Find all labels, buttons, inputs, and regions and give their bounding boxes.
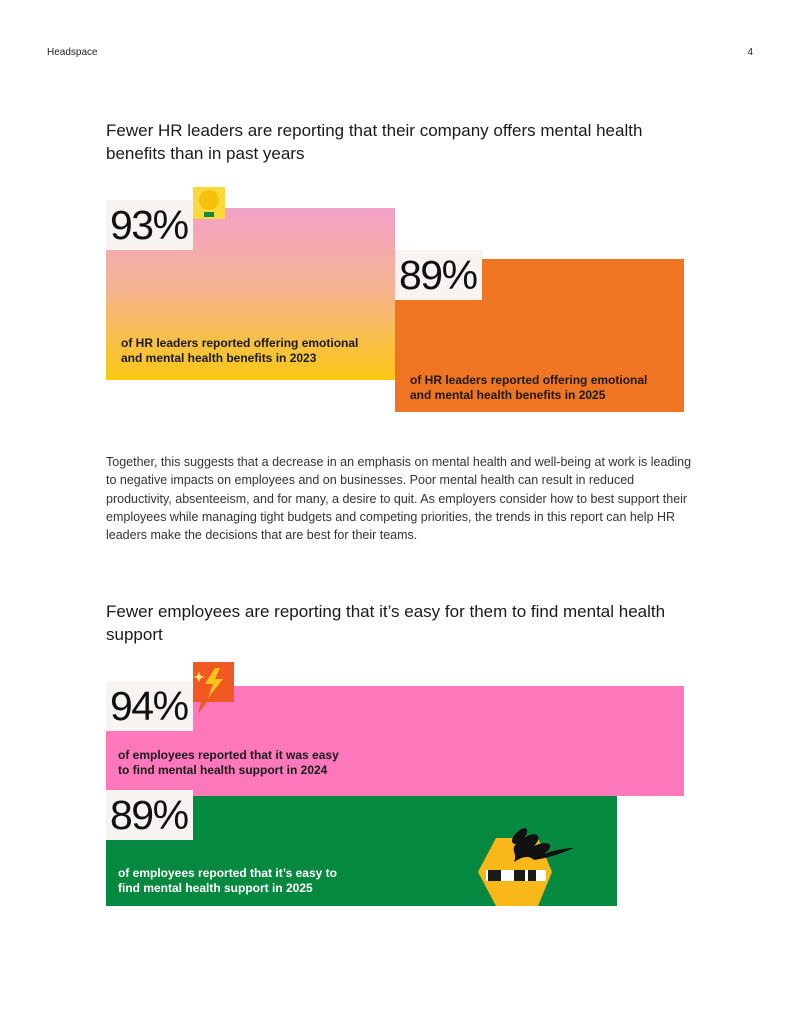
page-number: 4 — [747, 47, 753, 58]
stat-percent-2025-employees: 89% — [106, 790, 193, 840]
stat-text-2025-employees: of employees reported that it’s easy to find mental health support in 2025 — [118, 866, 337, 895]
header-brand: Headspace — [47, 47, 98, 58]
section-title-hr-benefits: Fewer HR leaders are reporting that their company offers mental health benefits than in past years — [106, 121, 643, 163]
stat-percent-2023: 93% — [106, 200, 193, 250]
body-paragraph: Together, this suggests that a decrease in an emphasis on mental health and well-being at work is leading to negative impacts on employees and on businesses. Poor mental health can result in reduced productivity, absenteeism, and for many, a desire to quit. As employers consider how to best support their employees while managing tight budgets and competing priorities, the trends in this report can help HR leaders make the decisions that are best for their teams. — [106, 455, 692, 543]
stat-text-2023: of HR leaders reported offering emotional and mental health benefits in 2023 — [121, 336, 359, 365]
lightbulb-icon — [193, 187, 225, 219]
character-face-icon — [474, 818, 578, 908]
lightning-bolt-icon — [193, 662, 234, 714]
section-title-employee-support: Fewer employees are reporting that it’s easy for them to find mental health support — [106, 602, 666, 644]
stat-text-2025-hr: of HR leaders reported offering emotional and mental health benefits in 2025 — [410, 373, 648, 402]
stat-percent-2024: 94% — [106, 681, 193, 731]
stat-text-2024: of employees reported that it was easy to find mental health support in 2024 — [118, 748, 339, 777]
stat-percent-2025-hr: 89% — [395, 250, 482, 300]
